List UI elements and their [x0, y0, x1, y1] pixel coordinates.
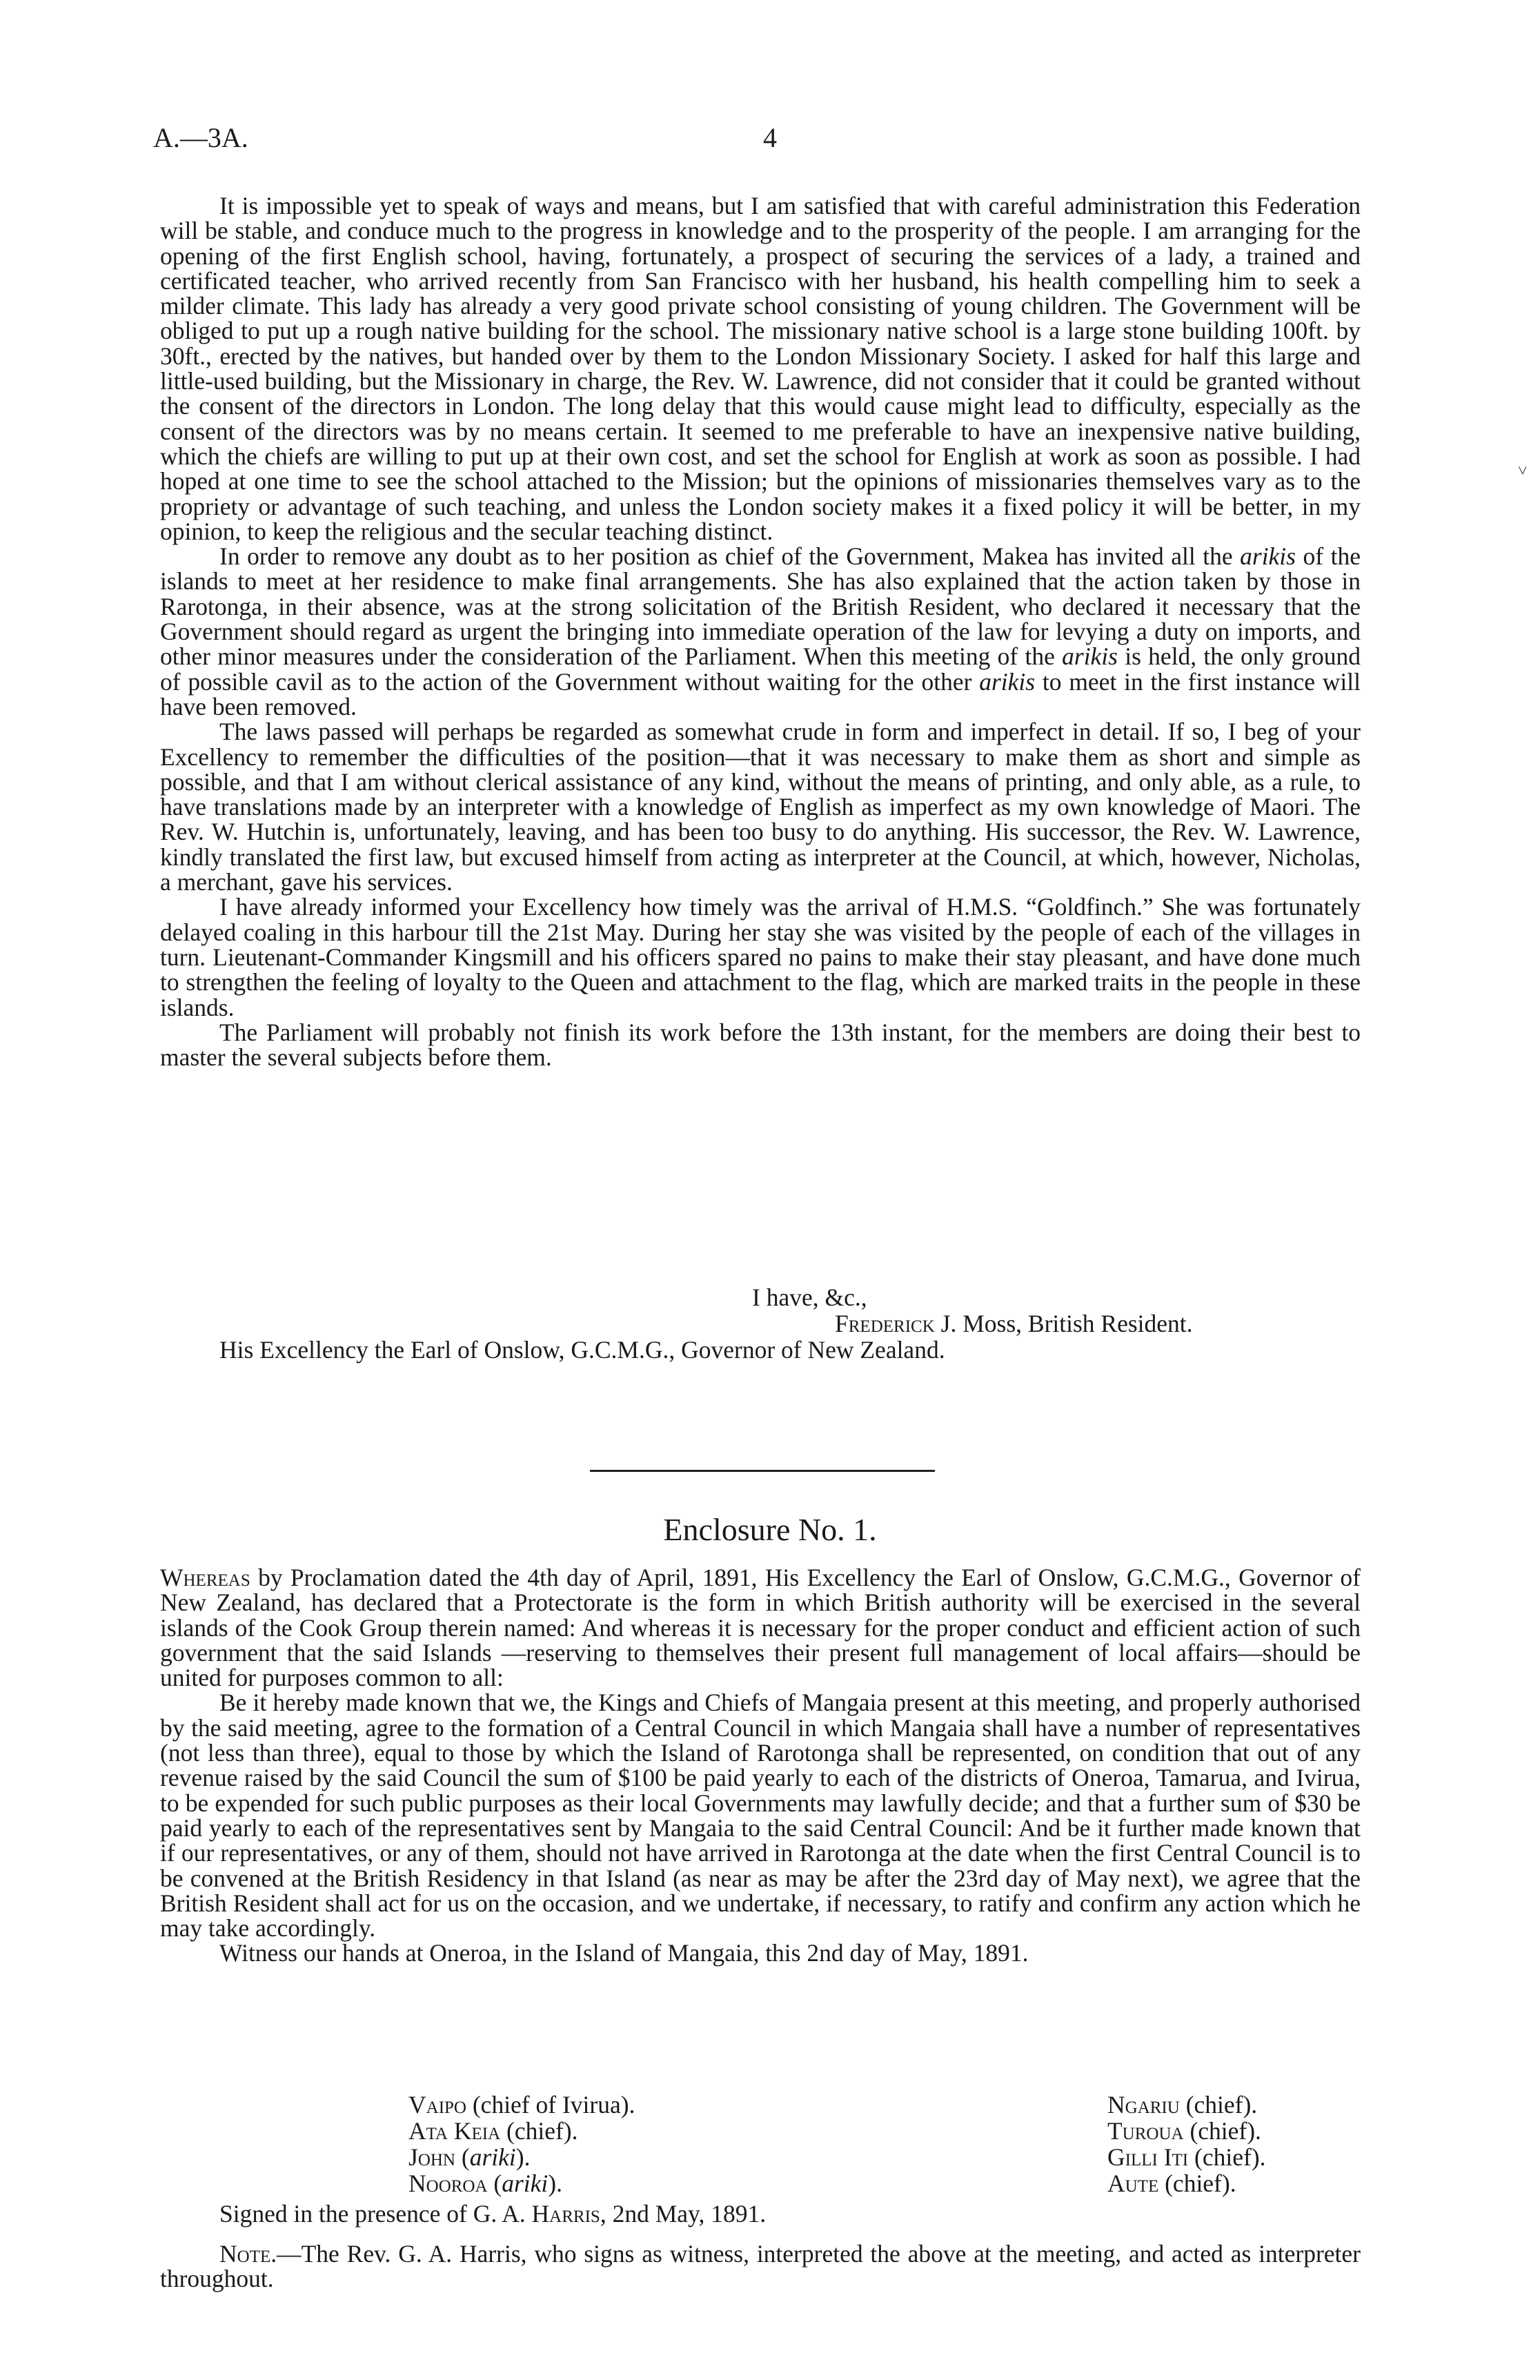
letter-closing: I have, &c.,: [752, 1284, 867, 1311]
enclosure-title: Enclosure No. 1.: [663, 1512, 877, 1547]
letter-paragraph-laws: The laws passed will perhaps be regarded as somewhat crude in form and imperfect in detail. If so, I beg of your Excellency to remember the difficulties of the position—that it was necessary to make them as short and simple as possible, and that I am without clerical assistance of any kind, without the means of printing, and only able, as a rule, to have translations made by an interpreter with a knowledge of English as imperfect as my own knowledge of Maori. The Rev. W. Hutchin is, unfortunately, leaving, and has been too busy to do anything. His successor, the Rev. W. Lawrence, kindly translated the first law, but excused himself from acting as interpreter at the Council, at which, however, Nicholas, a merchant, gave his services.: [160, 718, 1361, 896]
signatory: Ata Keia (chief).: [408, 2117, 578, 2145]
letter-addressee: His Excellency the Earl of Onslow, G.C.M.G., Governor of New Zealand.: [219, 1336, 945, 1364]
letter-paragraph-makea: In order to remove any doubt as to her position as chief of the Government, Makea has invited all the arikis of the islands to meet at her residence to make final arrangements. She has also explained that the action taken by those in Rarotonga, in their absence, was at the strong solicitation of the British Resident, who declared it necessary that the Government should regard as urgent the bringing into immediate operation of the law for levying a duty on imports, and other minor measures under the consideration of the Parliament. When this meeting of the arikis is held, the only ground of possible cavil as to the action of the Government without waiting for the other arikis to meet in the first instance will have been removed.: [160, 542, 1361, 720]
letter-body: [160, 193, 1361, 1070]
signatory: Ngariu (chief).: [1107, 2091, 1258, 2118]
signatory: Nooroa (ariki).: [408, 2170, 562, 2197]
letter-paragraph-education: It is impossible yet to speak of ways and means, but I am satisfied that with careful administration this Federation will be stable, and conduce much to the progress in knowledge and to the prosperity of the people. I am arranging for the opening of the first English school, having, fortunately, a prospect of securing the services of a lady, a trained and certificated teacher, who arrived recently from San Francisco with her husband, his health compelling him to seek a milder climate. This lady has already a very good private school consisting of young children. The Government will be obliged to put up a rough native building for the school. The missionary native school is a large stone building 100ft. by 30ft., erected by the natives, but handed over by them to the London Missionary Society. I asked for half this large and little-used building, but the Missionary in charge, the Rev. W. Lawrence, did not consider that it could be granted without the consent of the directors in London. The long delay that this would cause might lead to difficulty, especially as the consent of the directors was by no means certain. It seemed to me preferable to have an inexpensive native building, which the chiefs are willing to put up at their own cost, and set the school for English at work as soon as possible. I had hoped at one time to see the school attached to the Mission; but the opinions of missionaries themselves vary as to the propriety or advantage of such teaching, and unless the London society makes it a fixed policy it will be better, in my opinion, to keep the religious and the secular teaching distinct.: [160, 192, 1361, 545]
page-number: 4: [763, 122, 777, 153]
enclosure-body: [160, 1565, 1361, 1966]
section-divider: [590, 1470, 935, 1472]
document-reference: A.—3A.: [153, 122, 248, 153]
letter-paragraph-goldfinch: I have already informed your Excellency how timely was the arrival of H.M.S. “Goldfinch.” She was fortunately delayed coaling in this harbour till the 21st May. During her stay she was visited by the people of each of the villages in turn. Lieutenant-Commander Kingsmill and his officers spared no pains to make their stay pleasant, and have done much to strengthen the feeling of loyalty to the Queen and attachment to the flag, which are marked traits in the people in these islands.: [160, 893, 1361, 1021]
signatory: Gilli Iti (chief).: [1107, 2143, 1266, 2171]
margin-mark: ˅: [1518, 462, 1528, 480]
letter-signature: Frederick J. Moss, British Resident.: [835, 1310, 1193, 1337]
letter-paragraph-parliament: The Parliament will probably not finish its work before the 13th instant, for the members are doing their best to master the several subjects before them.: [160, 1018, 1361, 1072]
enclosure-note: [160, 2241, 1361, 2292]
enclosure-witness: Witness our hands at Oneroa, in the Island of Mangaia, this 2nd day of May, 1891.: [219, 1939, 1029, 1967]
signatory: John (ariki).: [408, 2143, 531, 2171]
signatories: [0, 2092, 1540, 2203]
signatory: Vaipo (chief of Ivirua).: [408, 2091, 635, 2118]
signatory: Aute (chief).: [1107, 2170, 1236, 2197]
enclosure-resolution: Be it hereby made known that we, the Kings and Chiefs of Mangaia present at this meeting, and properly authorised by the said meeting, agree to the formation of a Central Council in which Mangaia shall have a number of representatives (not less than three), equal to those by which the Island of Rarotonga shall be represented, on condition that out of any revenue raised by the said Council the sum of $100 be paid yearly to each of the districts of Oneroa, Tamarua, and Ivirua, to be expended for such public purposes as their local Governments may lawfully decide; and that a further sum of $30 be paid yearly to each of the representatives sent by Mangaia to the said Central Council: And be it further made known that if our representatives, or any of them, should not have arrived in Rarotonga at the date when the first Central Council is to be convened at the British Residency in that Island (as near as may be after the 23rd day of May next), we agree that the British Resident shall act for us on the occasion, and we undertake, if necessary, to ratify and confirm any action which he may take accordingly.: [160, 1689, 1361, 1943]
enclosure-whereas: Whereas by Proclamation dated the 4th day of April, 1891, His Excellency the Earl of Onslow, G.C.M.G., Governor of New Zealand, has declared that a Protectorate is the form in which British authority will be exercised in the several islands of the Cook Group therein named: And whereas it is necessary for the proper conduct and efficient action of such government that the said Islands —reserving to themselves their present full management of local affairs—should be united for purposes common to all:: [160, 1564, 1361, 1692]
page-header: [153, 121, 1387, 163]
signatory: Turoua (chief).: [1107, 2117, 1261, 2145]
note-paragraph: Note.—The Rev. G. A. Harris, who signs as witness, interpreted the above at the meeting, and acted as interpreter throughout.: [160, 2240, 1361, 2293]
signed-in-presence: Signed in the presence of G. A. Harris, 2nd May, 1891.: [219, 2200, 767, 2227]
